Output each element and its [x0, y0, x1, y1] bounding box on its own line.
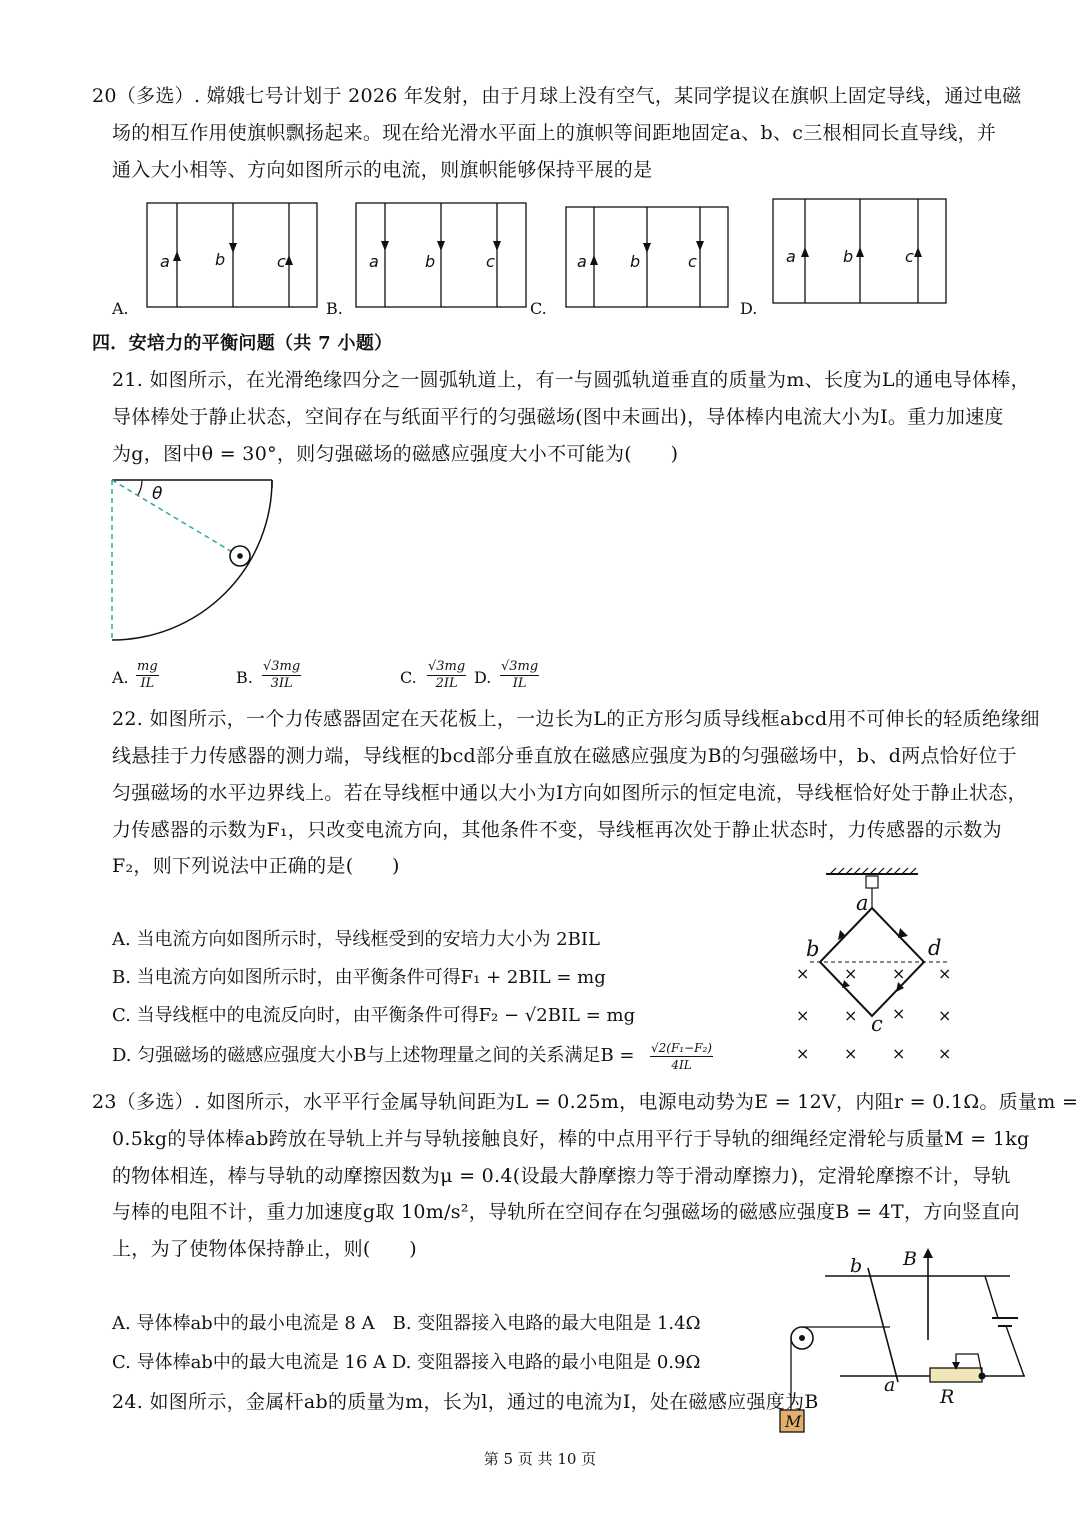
q21-option-b-num: √3mg	[263, 659, 301, 674]
flag-b-wire-c: c	[486, 252, 495, 271]
q23-label-M: M	[785, 1412, 802, 1431]
q23-options-row-2[interactable]: C. 导体棒ab中的最大电流是 16 A D. 变阻器接入电路的最小电阻是 0.9Ω	[112, 1352, 701, 1373]
field-cross: ×	[892, 1044, 906, 1063]
q21-option-a-label[interactable]: A.	[112, 668, 129, 687]
flag-d-wire-b: b	[843, 247, 854, 266]
q23-line-4: 与棒的电阻不计，重力加速度g取 10m/s²，导轨所在空间存在匀强磁场的磁感应强度B = 4T，方向竖直向	[112, 1201, 1020, 1223]
field-cross: ×	[796, 964, 810, 983]
q23-options-row-1[interactable]: A. 导体棒ab中的最小电流是 8 A B. 变阻器接入电路的最大电阻是 1.4Ω	[112, 1313, 701, 1334]
q22-line-2: 线悬挂于力传感器的测力端，导线框的bcd部分垂直放在磁感应强度为B的匀强磁场中，b、d两点恰好位于	[112, 745, 1017, 767]
flag-diagram-c	[566, 207, 728, 307]
q22-option-d-den: 4IL	[671, 1058, 692, 1072]
page-footer: 第 5 页 共 10 页	[483, 1450, 597, 1468]
q22-line-3: 匀强磁场的水平边界线上。若在导线框中通以大小为I方向如图所示的恒定电流，导线框恰好处于静止状态，	[112, 782, 1027, 804]
q22-option-c[interactable]: C. 当导线框中的电流反向时，由平衡条件可得F₂ − √2BIL = mg	[112, 1005, 636, 1026]
q21-option-d-label[interactable]: D.	[474, 668, 492, 687]
q21-arc-diagram	[100, 470, 290, 650]
flag-a-wire-a: a	[160, 252, 170, 271]
q21-option-c-den: 2IL	[435, 676, 458, 691]
field-cross: ×	[796, 1044, 810, 1063]
q21-line-3: 为g，图中θ = 30°，则匀强磁场的磁感应强度大小不可能为( )	[112, 443, 679, 465]
q21-option-d-num: √3mg	[501, 659, 539, 674]
field-cross: ×	[938, 964, 952, 983]
q22-option-d-fraction	[650, 1040, 713, 1073]
q20-option-d[interactable]: D.	[740, 299, 758, 318]
flag-d-wire-a: a	[786, 247, 796, 266]
field-cross: ×	[844, 1044, 858, 1063]
q20-option-b[interactable]: B.	[326, 299, 343, 318]
q22-line-1: 22. 如图所示，一个力传感器固定在天花板上，一边长为L的正方形匀质导线框abcd用不可伸长的轻质绝缘细	[112, 708, 1040, 730]
flag-c-wire-b: b	[630, 252, 641, 271]
flag-a-wire-b: b	[215, 250, 226, 269]
q23-label-B: B	[903, 1248, 917, 1270]
q21-option-a-fraction	[136, 659, 159, 692]
q23-label-b: b	[850, 1255, 863, 1277]
q21-option-a-num: mg	[137, 659, 158, 674]
q22-label-a: a	[856, 891, 869, 915]
q22-label-d: d	[928, 936, 942, 960]
flag-diagram-b	[356, 203, 526, 307]
field-cross: ×	[844, 964, 858, 983]
q22-label-b: b	[806, 937, 820, 961]
q21-option-b-den: 3IL	[270, 676, 293, 691]
q22-label-c: c	[871, 1012, 883, 1036]
flag-b-wire-a: a	[369, 252, 379, 271]
q23-line-3: 的物体相连，棒与导轨的动摩擦因数为μ = 0.4(设最大静摩擦力等于滑动摩擦力)，定滑轮摩擦不计，导轨	[112, 1165, 1011, 1187]
q21-option-d-den: IL	[512, 676, 527, 691]
flag-d-wire-c: c	[905, 247, 914, 266]
q22-line-5: F₂，则下列说法中正确的是( )	[112, 855, 400, 877]
field-cross: ×	[844, 1006, 858, 1025]
field-cross: ×	[938, 1006, 952, 1025]
q20-option-c[interactable]: C.	[530, 299, 547, 318]
q22-option-d[interactable]: D. 匀强磁场的磁感应强度大小B与上述物理量之间的关系满足B =	[112, 1045, 635, 1066]
field-cross: ×	[892, 964, 906, 983]
q21-line-2: 导体棒处于静止状态，空间存在与纸面平行的匀强磁场(图中未画出)，导体棒内电流大小为I。重力加速度	[112, 406, 1004, 428]
flag-b-wire-b: b	[425, 252, 436, 271]
section-4-title: 四．安培力的平衡问题（共 7 小题）	[92, 333, 393, 354]
q20-option-a[interactable]: A.	[112, 299, 129, 318]
q20-line-3: 通入大小相等、方向如图所示的电流，则旗帜能够保持平展的是	[112, 159, 653, 181]
q20-line-1: 20（多选）. 嫦娥七号计划于 2026 年发射，由于月球上没有空气，某同学提议在旗帜上固定导线，通过电磁	[92, 85, 1022, 107]
q21-option-b-label[interactable]: B.	[236, 668, 253, 687]
q23-line-2: 0.5kg的导体棒ab跨放在导轨上并与导轨接触良好，棒的中点用平行于导轨的细绳经定滑轮与质量M = 1kg	[112, 1128, 1030, 1150]
q21-option-c-fraction	[427, 659, 466, 692]
q21-line-1: 21. 如图所示，在光滑绝缘四分之一圆弧轨道上，有一与圆弧轨道垂直的质量为m、长度为L的通电导体棒，	[112, 369, 1030, 391]
field-cross: ×	[796, 1006, 810, 1025]
flag-c-wire-a: a	[577, 252, 587, 271]
q21-option-a-den: IL	[140, 676, 155, 691]
q21-theta-label: θ	[152, 484, 163, 504]
flag-c-wire-c: c	[688, 252, 697, 271]
field-cross: ×	[892, 1004, 906, 1023]
field-cross: ×	[938, 1044, 952, 1063]
q23-line-1: 23（多选）. 如图所示，水平平行金属导轨间距为L = 0.25m，电源电动势为E = 12V，内阻r = 0.1Ω。质量m =	[92, 1091, 1079, 1113]
flag-a-wire-c: c	[277, 252, 286, 271]
q20-line-2: 场的相互作用使旗帜飘扬起来。现在给光滑水平面上的旗帜等间距地固定a、b、c三根相同长直导线，并	[112, 122, 997, 144]
q23-line-5: 上，为了使物体保持静止，则( )	[112, 1238, 417, 1260]
flag-diagram-d	[773, 199, 946, 303]
q22-option-b[interactable]: B. 当电流方向如图所示时，由平衡条件可得F₁ + 2BIL = mg	[112, 967, 606, 988]
q21-option-b-fraction	[262, 659, 301, 692]
q23-label-R: R	[940, 1386, 955, 1408]
q22-option-d-num: √2(F₁−F₂)	[651, 1041, 712, 1055]
flag-diagram-a	[147, 203, 317, 307]
q24-line-1: 24. 如图所示，金属杆ab的质量为m，长为l，通过的电流为I，处在磁感应强度为B	[112, 1391, 819, 1413]
q21-option-c-label[interactable]: C.	[400, 668, 417, 687]
q22-line-4: 力传感器的示数为F₁，只改变电流方向，其他条件不变，导线框再次处于静止状态时，力传感器的示数为	[112, 819, 1002, 841]
q21-option-d-fraction	[500, 659, 539, 692]
q23-label-a: a	[884, 1374, 896, 1396]
q22-option-a[interactable]: A. 当电流方向如图所示时，导线框受到的安培力大小为 2BIL	[112, 929, 600, 950]
q21-option-c-num: √3mg	[428, 659, 466, 674]
